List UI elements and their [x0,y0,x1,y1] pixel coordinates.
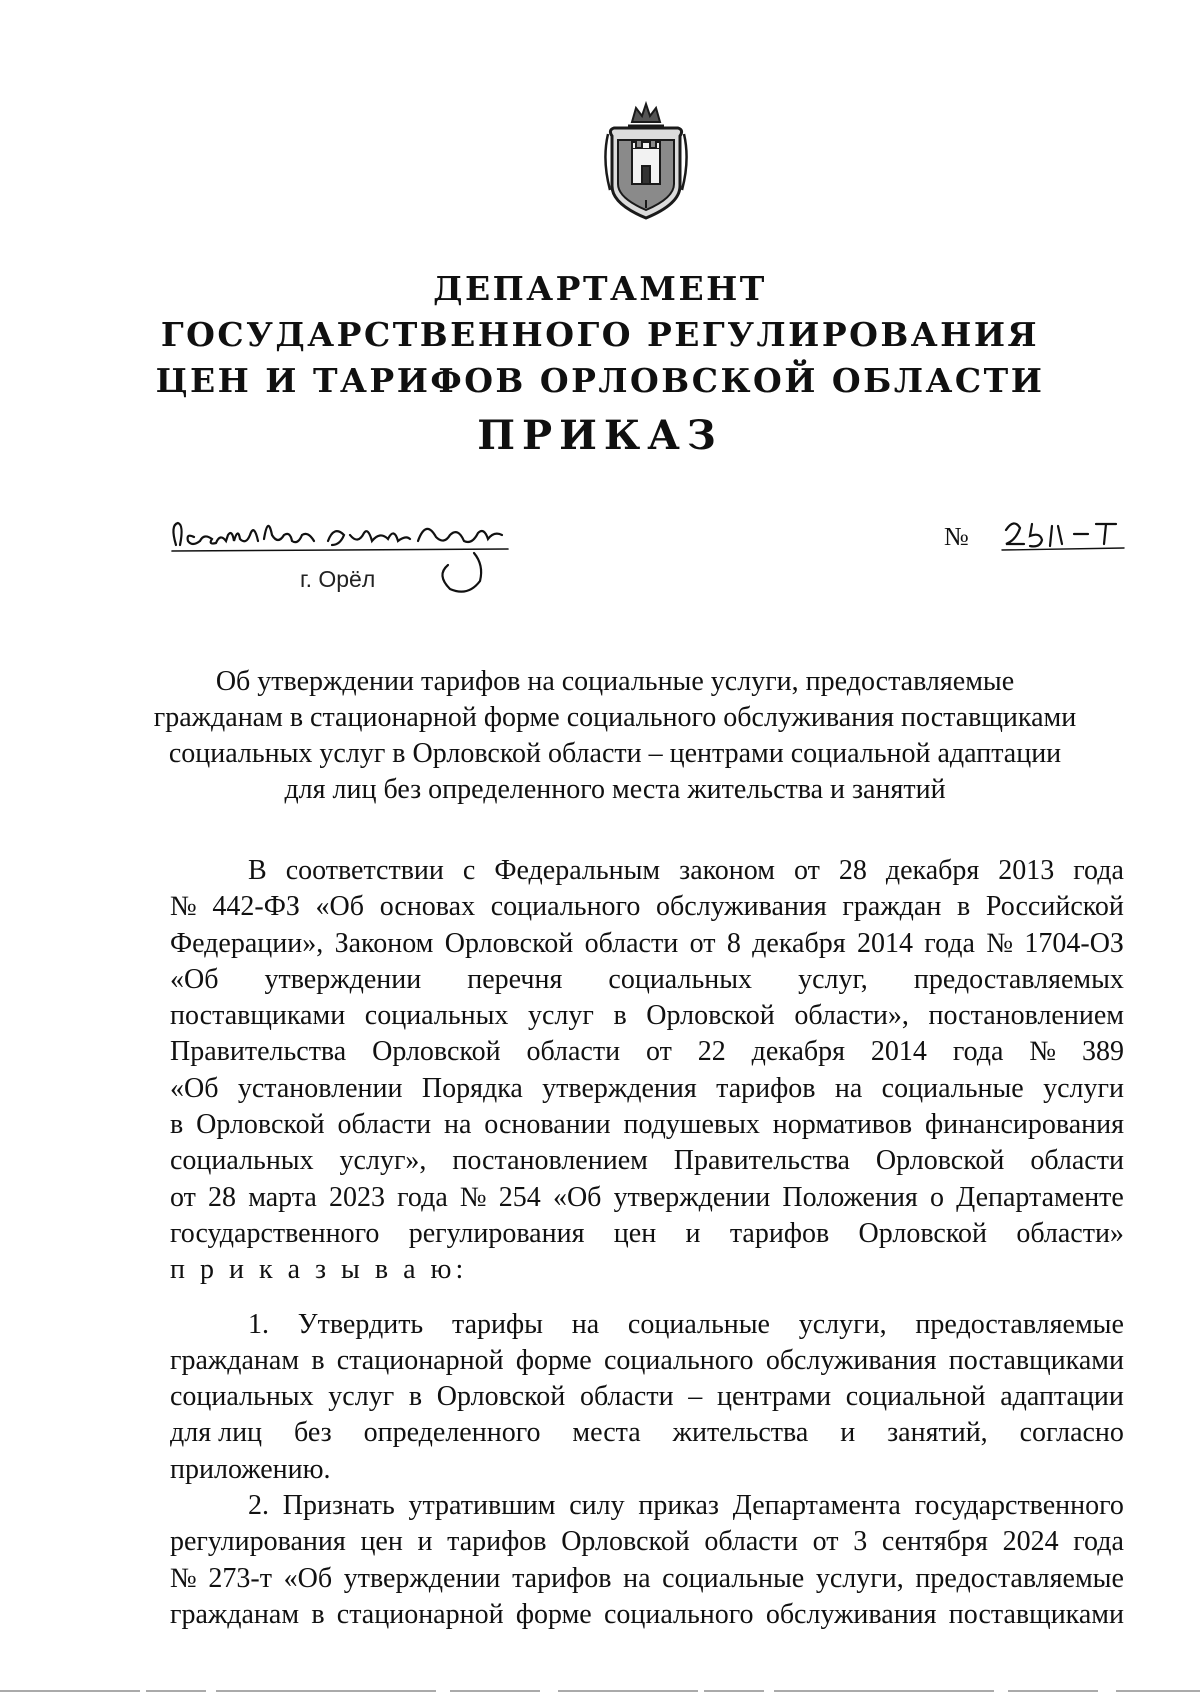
word: с [462,855,476,886]
word: области [579,1381,674,1413]
word: области», [794,1000,909,1032]
text-line [170,1180,1124,1216]
word: утверждении [343,1562,501,1594]
word: социального [603,1344,754,1376]
word: без [293,1417,332,1449]
word: стационарной [336,1598,504,1630]
word: № [170,891,197,923]
word: согласно [1019,1417,1124,1449]
document-body [170,853,1124,1633]
text-line [170,1561,1124,1597]
word: 2023 [328,1181,385,1213]
word: «Об [552,1181,602,1213]
text-line [170,1415,1124,1451]
text-line [170,1524,1124,1560]
word: регулирования [408,1217,585,1249]
word: Российской [985,891,1124,923]
word: года [952,1036,1004,1068]
word: форме [515,1598,592,1630]
word: поставщиками [948,1598,1124,1630]
text-line [170,1597,1124,1633]
word: Правительства [170,1036,347,1068]
word: года [397,1181,448,1213]
word: Законом [334,927,434,959]
word: Утвердить [297,1308,424,1340]
word: 389 [1081,1036,1124,1068]
item-1-last-line [170,1452,1124,1488]
word: 2. [248,1490,269,1522]
word: предоставляемые [915,1562,1124,1594]
word: на [443,1109,472,1141]
word: социальные [662,1562,805,1594]
word: тарифов [512,1562,612,1594]
word: Департаменте [956,1181,1124,1213]
word: нормативов [772,1109,913,1141]
item-1-paragraph [170,1307,1124,1452]
word: о [929,1181,944,1213]
word: услуг [328,1381,395,1413]
word: в [170,1109,184,1141]
word: года [924,927,975,959]
word: области [584,927,679,959]
word: обслуживания [656,891,827,923]
item-2-paragraph [170,1488,1124,1633]
word: услуг [527,1000,594,1032]
text-line [170,962,1124,998]
word: в [311,1598,325,1630]
word: поставщиками [170,1000,346,1032]
order-verb-line [170,1252,1124,1288]
word: подушевых [623,1109,760,1141]
word: Орловской [646,1000,775,1032]
word: адаптации [1000,1381,1124,1413]
word: Федерации», [170,927,324,959]
word: «Об [315,891,365,923]
text-line [170,926,1124,962]
word: на [623,1562,651,1594]
text-line [170,1307,1124,1343]
word: социального [603,1598,754,1630]
word: Признать [282,1490,395,1522]
word: от [170,1181,196,1213]
word: 8 [726,927,741,959]
word: 254 [498,1181,541,1213]
word: № [1029,1036,1057,1068]
word: № [459,1181,487,1213]
word: определенного [363,1417,541,1449]
word: форме [515,1344,592,1376]
word: области [704,1526,798,1558]
word: 2024 [1002,1526,1059,1558]
word: законом [679,855,775,886]
word: государственного [914,1490,1124,1522]
word: Орловской [196,1109,325,1141]
word: тарифов [729,1217,830,1249]
word: финансирования [924,1109,1124,1141]
word: 442-ФЗ [212,891,300,923]
word: социального [490,891,641,923]
word: от [793,855,820,886]
word: регулирования [170,1526,346,1558]
page-bottom-rule [0,1690,1200,1692]
word: области [526,1036,621,1068]
word: основании [484,1109,611,1141]
word: услуги [1043,1072,1124,1104]
word: Правительства [673,1145,850,1177]
word: и [417,1526,433,1558]
word: гражданам [170,1344,300,1376]
word: от [812,1526,839,1558]
word: от [689,927,716,959]
word: Федеральным [494,855,661,886]
text-line [170,998,1124,1034]
word: от [645,1036,672,1068]
word: социальных [170,1145,314,1177]
subject-line: для лиц без определенного места жительства и занятий [284,774,946,805]
word: 1704-ОЗ [1024,927,1124,959]
preamble-paragraph [170,853,1124,1252]
word: и [840,1417,856,1449]
word: на [571,1308,600,1340]
word: гражданам [170,1598,300,1630]
word: соответствии [285,855,444,886]
word: постановлением [452,1145,648,1177]
word: для лиц [170,1417,263,1449]
word: предоставляемые [915,1308,1124,1340]
department-line: ГОСУДАРСТВЕННОГО РЕГУЛИРОВАНИЯ [160,315,1040,354]
word: места [572,1417,641,1449]
word: – [688,1381,703,1413]
word: обслуживания [765,1598,937,1630]
word: утверждении [613,1181,771,1213]
word: 2013 [998,855,1055,886]
word: № [986,927,1014,959]
word: «Об [170,1072,219,1104]
word: постановлением [928,1000,1124,1032]
word: и [685,1217,701,1249]
text-line [170,1216,1124,1252]
word: основах [379,891,476,923]
word: услуги, [815,1562,904,1594]
word: услуг», [339,1145,427,1177]
subject-line: социальных услуг в Орловской области – центрами социальной адаптации [168,738,1062,769]
word: перечня [467,963,563,995]
word: поставщиками [948,1344,1124,1376]
word: социальных [170,1381,314,1413]
department-name [0,266,1200,404]
word: стационарной [336,1344,504,1376]
word: утверждении [264,963,422,995]
word: жительства [672,1417,809,1449]
word: граждан [842,891,942,923]
word: 28 [838,855,867,886]
word: предоставляемых [913,963,1124,995]
word: 1. [248,1308,269,1340]
word: социальных [608,963,753,995]
word: 2014 [856,927,913,959]
word: в [613,1000,627,1032]
word: Орловской [444,927,574,959]
word: тарифов [716,1072,816,1104]
word: услуг, [798,963,868,995]
word: области [337,1109,432,1141]
word: № [170,1562,197,1594]
word: Орловской [875,1145,1005,1177]
text-line [170,853,1124,889]
word: Орловской [436,1381,566,1413]
word: «Об [283,1562,333,1594]
word: года [1073,1526,1124,1558]
word: «Об [170,963,219,995]
word: социальные [881,1072,1024,1104]
text-line [170,1071,1124,1107]
word: области [1030,1145,1124,1177]
word: утратившим [408,1490,556,1522]
word: 28 [208,1181,237,1213]
word: социальных [364,1000,509,1032]
word: занятий, [887,1417,988,1449]
word: 2014 [870,1036,927,1068]
word: 273-т [208,1562,272,1594]
document-subject [150,664,1080,808]
text-line [170,1107,1124,1143]
word: социальные [627,1308,770,1340]
word: обслуживания [765,1344,937,1376]
word: в [311,1344,325,1376]
number-label: № [944,522,969,551]
word: приказ [638,1490,719,1522]
word: 22 [697,1036,726,1068]
word: декабря [885,855,980,886]
text-line [170,1343,1124,1379]
word: на [834,1072,863,1104]
word: государственного [170,1217,380,1249]
text-line [170,1488,1124,1524]
subject-line: Об утверждении тарифов на социальные услуги, предоставляемые [215,666,1015,697]
word: Орловской [561,1526,690,1558]
word: области» [1016,1217,1124,1249]
item-1-last-text: приложению. [170,1453,331,1485]
text-line [170,1143,1124,1179]
word: цен [360,1526,403,1558]
text-line [170,889,1124,925]
word: марта [248,1181,317,1213]
word: тарифов [447,1526,547,1558]
word: В [248,855,267,886]
coat-of-arms-icon [602,100,690,224]
word: декабря [751,1036,846,1068]
word: в [957,891,971,923]
document-type-title: ПРИКАЗ [477,412,723,459]
department-line: ДЕПАРТАМЕНТ [433,269,767,308]
city-label: г. Орёл [300,566,376,592]
word: силу [569,1490,625,1522]
word: утверждения [542,1072,697,1104]
handwritten-number [1000,510,1130,560]
subject-line: гражданам в стационарной форме социального обслуживания поставщиками [153,702,1077,733]
word: цен [613,1217,657,1249]
word: социальной [845,1381,986,1413]
word: услуги, [798,1308,887,1340]
word: сентября [881,1526,988,1558]
text-line [170,1379,1124,1415]
word: установлении [237,1072,403,1104]
word: 3 [853,1526,868,1558]
order-verb: п р и к а з ы в а ю: [170,1254,468,1286]
word: Положения [782,1181,918,1213]
word: Порядка [421,1072,523,1104]
word: Департамента [732,1490,901,1522]
word: тарифы [451,1308,543,1340]
word: года [1073,855,1124,886]
department-line: ЦЕН И ТАРИФОВ ОРЛОВСКОЙ ОБЛАСТИ [155,361,1045,400]
word: в [408,1381,423,1413]
text-line [170,1034,1124,1070]
word: Орловской [372,1036,501,1068]
word: Орловской [858,1217,987,1249]
word: центрами [716,1381,832,1413]
word: декабря [752,927,846,959]
